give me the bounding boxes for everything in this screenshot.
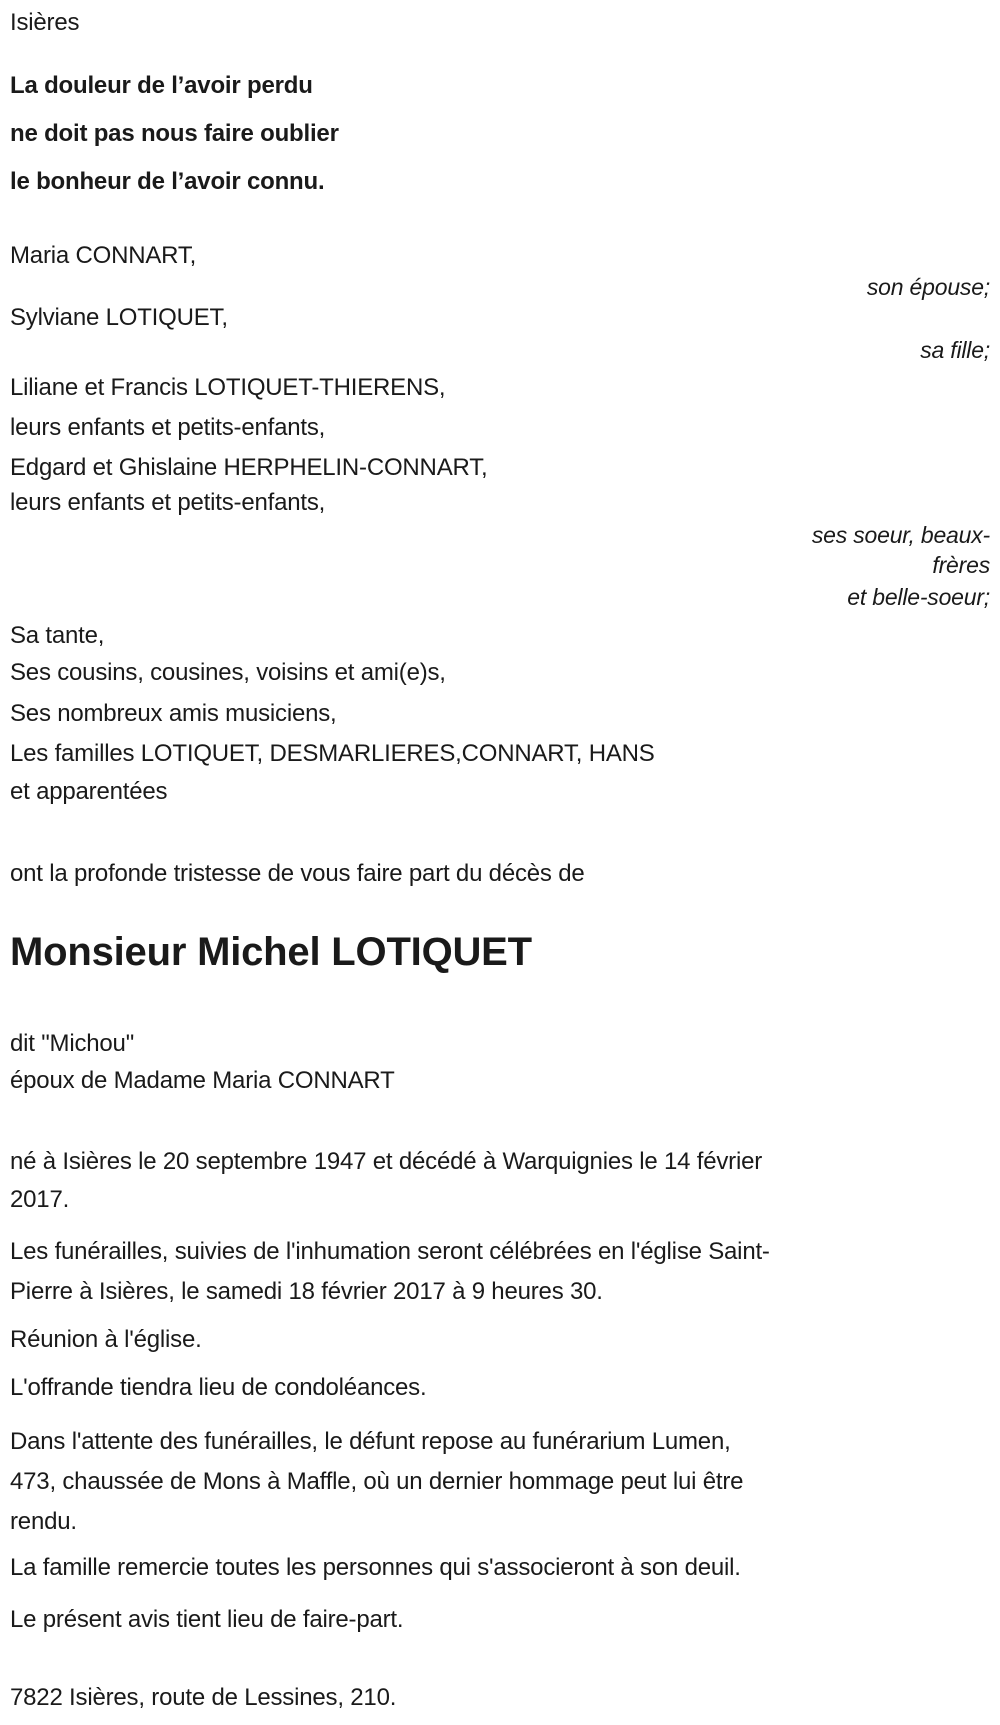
- epigraph: [10, 62, 990, 206]
- meeting-line: Réunion à l'église.: [10, 1326, 202, 1353]
- thanks-line: La famille remercie toutes les personnes qui s'associeront à son deuil.: [10, 1554, 741, 1581]
- address-paragraph: [10, 1678, 990, 1718]
- repose-paragraph: [10, 1422, 990, 1542]
- mourners-list: [10, 240, 990, 811]
- deceased-name-heading: Monsieur Michel LOTIQUET: [10, 930, 532, 974]
- mourner-relation: frères: [932, 552, 990, 578]
- spouse-line: époux de Madame Maria CONNART: [10, 1067, 395, 1094]
- funeral-paragraph: [10, 1232, 990, 1312]
- mourner-name: Ses nombreux amis musiciens,: [10, 700, 337, 727]
- offering-line: L'offrande tiendra lieu de condoléances.: [10, 1374, 427, 1401]
- mourner-name: Les familles LOTIQUET, DESMARLIERES,CONNART, HANS: [10, 740, 655, 767]
- thanks-paragraph: [10, 1548, 990, 1588]
- epigraph-line: ne doit pas nous faire oublier: [10, 120, 339, 147]
- mourner-name: et apparentées: [10, 778, 168, 805]
- repose-line: Dans l'attente des funérailles, le défunt repose au funérarium Lumen,: [10, 1428, 731, 1455]
- funeral-line: Pierre à Isières, le samedi 18 février 2017 à 9 heures 30.: [10, 1278, 603, 1305]
- meeting-paragraph: [10, 1320, 990, 1360]
- birth-death-line: 2017.: [10, 1186, 70, 1213]
- nickname-line: dit "Michou": [10, 1030, 135, 1057]
- mourner-relation: sa fille;: [920, 337, 990, 363]
- funeral-line: Les funérailles, suivies de l'inhumation seront célébrées en l'église Saint-: [10, 1238, 770, 1265]
- repose-line: rendu.: [10, 1508, 77, 1535]
- mourner-name: leurs enfants et petits-enfants,: [10, 414, 326, 441]
- mourner-relation: ses soeur, beaux-: [811, 522, 990, 548]
- birth-death-line: né à Isières le 20 septembre 1947 et décédé à Warquignies le 14 février: [10, 1148, 763, 1175]
- epigraph-line: La douleur de l’avoir perdu: [10, 72, 313, 99]
- birth-death-paragraph: [10, 1143, 990, 1219]
- location-line: Isières: [10, 9, 80, 36]
- notice-paragraph: [10, 1600, 990, 1640]
- mourner-name: Liliane et Francis LOTIQUET-THIERENS,: [10, 374, 446, 401]
- mourner-name: leurs enfants et petits-enfants,: [10, 489, 326, 516]
- mourner-name: Maria CONNART,: [10, 242, 197, 269]
- mourner-name: Sa tante,: [10, 622, 105, 649]
- mourner-name: Sylviane LOTIQUET,: [10, 304, 228, 331]
- mourner-relation: son épouse;: [866, 274, 990, 300]
- mourner-name: Ses cousins, cousines, voisins et ami(e)s,: [10, 659, 446, 686]
- epigraph-line: le bonheur de l’avoir connu.: [10, 168, 325, 195]
- address-line: 7822 Isières, route de Lessines, 210.: [10, 1684, 397, 1711]
- mourner-name: Edgard et Ghislaine HERPHELIN-CONNART,: [10, 454, 488, 481]
- repose-line: 473, chaussée de Mons à Maffle, où un dernier hommage peut lui être: [10, 1468, 744, 1495]
- notice-line: Le présent avis tient lieu de faire-part.: [10, 1606, 404, 1633]
- offering-paragraph: [10, 1368, 990, 1408]
- announcement-line: ont la profonde tristesse de vous faire part du décès de: [10, 860, 585, 887]
- mourner-relation: et belle-soeur;: [847, 584, 990, 610]
